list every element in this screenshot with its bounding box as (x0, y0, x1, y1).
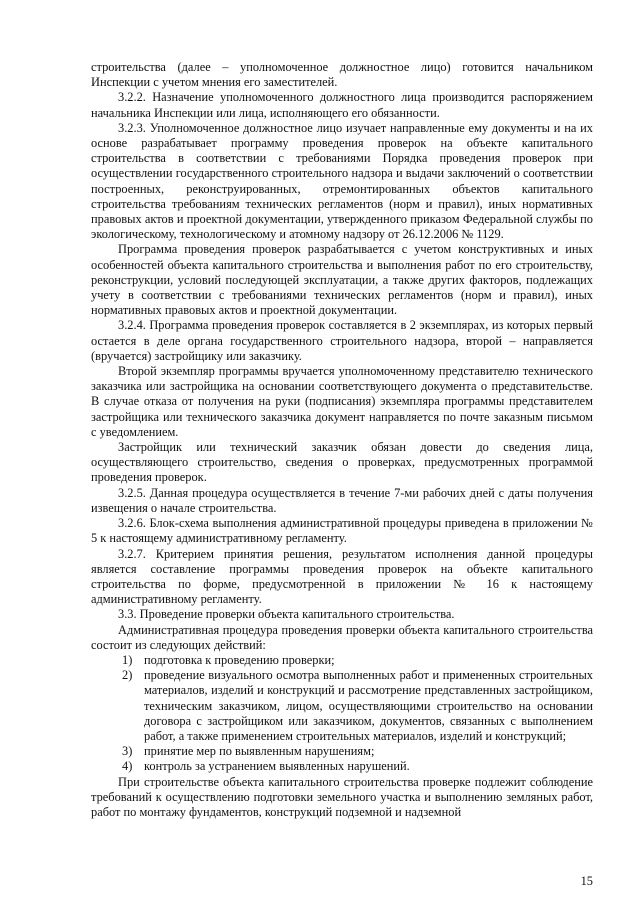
paragraph-3-2-6: 3.2.6. Блок-схема выполнения административной процедуры приведена в приложении № 5 к настоящему административному регламенту. (91, 516, 593, 546)
list-item-text: принятие мер по выявленным нарушениям; (144, 744, 375, 759)
paragraph-3-2-7: 3.2.7. Критерием принятия решения, результатом исполнения данной процедуры является составление программы проведения проверок на объекте капитального строительства по форме, предусмотренной в приложении № 16 к настоящему административному регламенту. (91, 546, 593, 607)
paragraph-program-development: Программа проведения проверок разрабатывается с учетом конструктивных и иных особенностей объекта капитального строительства и выполнения работ по его строительству, реконструкции, условий последующей эксплуатации, а также других факторов, подлежащих учету в соответствии с требованиями технических регламентов (норм и правил), иных нормативных правовых актов и проектной документации. (91, 242, 593, 318)
list-item-number: 4) (122, 759, 133, 774)
paragraph-3-2-4: 3.2.4. Программа проведения проверок составляется в 2 экземплярах, из которых первый остается в деле органа государственного строительного надзора, второй – направляется (вручается) застройщику или заказчику. (91, 318, 593, 363)
list-item-text: подготовка к проведению проверки; (144, 652, 335, 667)
page-body (91, 60, 593, 820)
list-item-text: проведение визуального осмотра выполненных работ и примененных строительных материалов, изделий и конструкций и рассмотрение представленных застройщиком, техническим заказчиком, лицом, осуществляющими строительство на основании договора с застройщиком или заказчиком, документов, связанных с выполнением работ, а также применением строительных материалов, изделий и конструкций; (144, 668, 593, 743)
paragraph-continuation: строительства (далее – уполномоченное должностное лицо) готовится начальником Инспекции с учетом мнения его заместителей. (91, 60, 593, 90)
list-item-number: 2) (122, 668, 133, 683)
list-item (91, 653, 593, 668)
list-item-text: контроль за устранением выявленных нарушений. (144, 759, 410, 774)
actions-list (91, 653, 593, 775)
list-item (91, 744, 593, 759)
paragraph-3-2-2: 3.2.2. Назначение уполномоченного должностного лица производится распоряжением начальника Инспекции или лица, исполняющего его обязанности. (91, 90, 593, 120)
paragraph-construction-inspection: При строительстве объекта капитального строительства проверке подлежит соблюдение требований к осуществлению подготовки земельного участка и выполнению земляных работ, работ по монтажу фундаментов, конструкций подземной и надземной (91, 774, 593, 819)
section-heading-3-3: 3.3. Проведение проверки объекта капитального строительства. (118, 607, 455, 622)
page-number: 15 (580, 874, 593, 888)
list-item (91, 759, 593, 774)
list-item-number: 1) (122, 652, 133, 667)
paragraph-developer-obligation: Застройщик или технический заказчик обязан довести до сведения лица, осуществляющего строительство, сведения о проверках, предусмотренных программой проведения проверок. (91, 440, 593, 485)
paragraph-procedure-steps: Административная процедура проведения проверки объекта капитального строительства состоит из следующих действий: (91, 622, 593, 652)
list-item-number: 3) (122, 744, 133, 759)
paragraph-3-2-5: 3.2.5. Данная процедура осуществляется в течение 7-ми рабочих дней с даты получения извещения о начале строительства. (91, 485, 593, 515)
paragraph-3-2-3: 3.2.3. Уполномоченное должностное лицо изучает направленные ему документы и на их основе разрабатывает программу проведения проверок на объекте капитального строительства в соответствии с требованиями Порядка проведения проверок при осуществлении государственного строительного надзора и выдачи заключений о соответствии построенных, реконструированных, отремонтированных объектов капитального строительства требованиям технических регламентов (норм и правил), иных нормативных правовых актов и проектной документации, утвержденного приказом Федеральной службы по экологическому, технологическому и атомному надзору от 26.12.2006 № 1129. (91, 120, 593, 242)
paragraph-second-copy: Второй экземпляр программы вручается уполномоченному представителю технического заказчика или застройщика на основании соответствующего документа о представительстве. В случае отказа от получения на руки (подписания) экземпляра программы представителем застройщика или технического заказчика документ направляется по почте заказным письмом с уведомлением. (91, 364, 593, 439)
list-item (91, 668, 593, 744)
